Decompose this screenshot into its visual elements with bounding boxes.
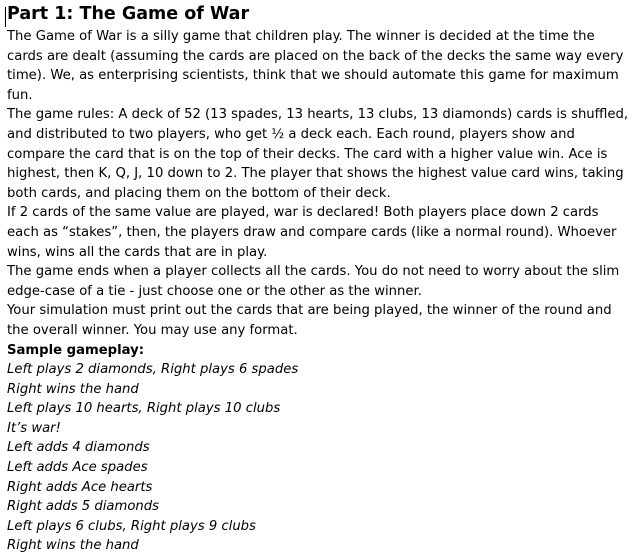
document-page [7, 3, 629, 556]
sample-line: Right wins the hand [7, 538, 139, 554]
sample-line: Left plays 2 diamonds, Right plays 6 spades [7, 362, 299, 378]
sample-line: It’s war! [7, 420, 61, 436]
sample-line: Right adds Ace hearts [7, 479, 153, 495]
sample-gameplay-label: Sample gameplay: [7, 342, 144, 358]
sample-line: Right adds 5 diamonds [7, 499, 160, 515]
section-heading: Part 1: The Game of War [7, 4, 250, 24]
sample-line: Right wins the hand [7, 381, 139, 397]
war-paragraph: If 2 cards of the same value are played, war is declared! Both players place down 2 cards each as “stakes”, then, the players draw and compare cards (like a normal round). Whoever wins, wins all the cards that are in play. [7, 205, 617, 260]
intro-paragraph: The Game of War is a silly game that children play. The winner is decided at the time the cards are dealt (assuming the cards are placed on the back of the decks the same way every time). We, as enterprising scientists, think that we should automate this game for maximum fun. [7, 29, 624, 103]
sample-line: Left plays 6 clubs, Right plays 9 clubs [7, 518, 256, 534]
output-requirements-paragraph: Your simulation must print out the cards that are being played, the winner of the round and the overall winner. You may use any format. [7, 303, 612, 338]
game-end-paragraph: The game ends when a player collects all the cards. You do not need to worry about the slim edge-case of a tie - just choose one or the other as the winner. [7, 264, 620, 299]
text-cursor [5, 7, 6, 27]
sample-line: Left adds 4 diamonds [7, 440, 150, 456]
sample-line: Left adds Ace spades [7, 460, 148, 476]
rules-paragraph: The game rules: A deck of 52 (13 spades, 13 hearts, 13 clubs, 13 diamonds) cards is shuffled, and distributed to two players, who get ½ a deck each. Each round, players show and compare the card that is on the top of their decks. The card with a higher value win. Ace is highest, then K, Q, J, 10 down to 2. The player that shows the highest value card wins, taking both cards, and placing them on the bottom of their deck. [7, 107, 629, 201]
sample-line: Left plays 10 hearts, Right plays 10 clubs [7, 401, 281, 417]
